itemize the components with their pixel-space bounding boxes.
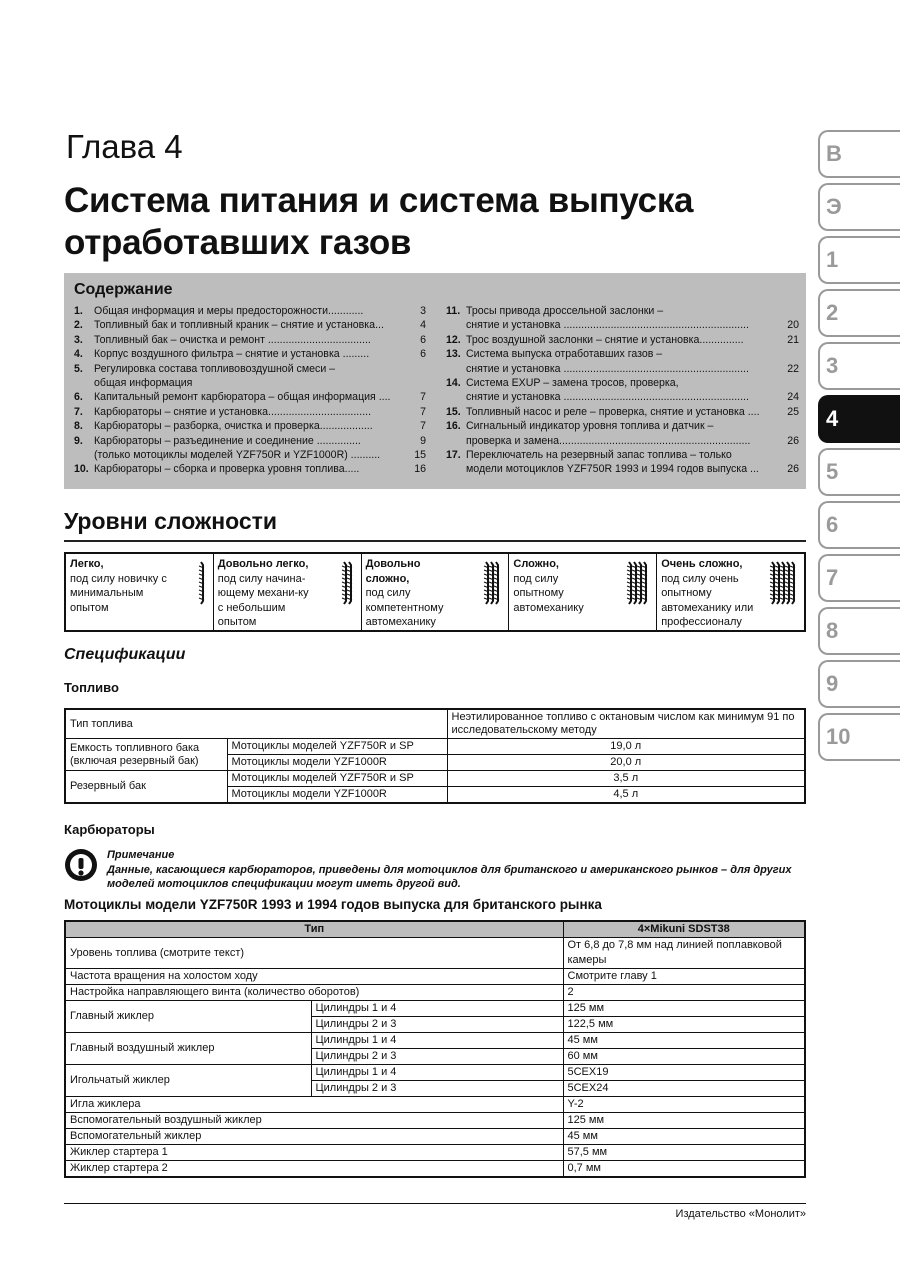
toc-item-body — [466, 318, 799, 332]
toc-item-page: 15 — [414, 449, 426, 462]
toc-item-text: проверка и замена................................................................. — [466, 434, 751, 447]
param-cell: Уровень топлива (смотрите текст) — [65, 938, 563, 969]
value-cell: 2 — [563, 985, 805, 1001]
toc-item-number — [446, 362, 466, 376]
param-cell: Настройка направляющего винта (количество оборотов) — [65, 985, 563, 1001]
value-cell: От 6,8 до 7,8 мм над линией поплавковой камеры — [563, 938, 805, 969]
toc-item-page — [797, 448, 799, 462]
toc-item-text: Система выпуска отработавших газов – — [466, 348, 663, 361]
toc-item-number — [446, 434, 466, 448]
spanner-icon — [769, 560, 800, 606]
toc-item — [74, 318, 426, 332]
note-label: Примечание — [107, 849, 175, 861]
chapter-tab[interactable]: Э — [818, 183, 900, 231]
toc-item-body — [466, 347, 799, 361]
toc-item — [446, 405, 799, 419]
table-row — [65, 1097, 805, 1113]
difficulty-level — [657, 554, 804, 630]
value-cell: 57,5 мм — [563, 1145, 805, 1161]
param-cell: Тип топлива — [65, 709, 447, 739]
chapter-tab[interactable]: 5 — [818, 448, 900, 496]
toc-item — [446, 434, 799, 448]
chapter-tab[interactable]: 4 — [818, 395, 900, 443]
toc-item-text: Переключатель на резервный запас топлива – только — [466, 449, 732, 462]
toc-item — [446, 419, 799, 433]
toc-item-number: 11. — [446, 305, 461, 317]
toc-item-text: Сигнальный индикатор уровня топлива и датчик – — [466, 420, 714, 433]
toc-item — [446, 347, 799, 361]
toc-item-body — [94, 390, 426, 404]
toc-item-page: 7 — [420, 405, 426, 418]
table-row — [65, 969, 805, 985]
toc-item — [74, 376, 426, 390]
toc-item — [74, 333, 426, 347]
toc-item-body — [94, 376, 426, 390]
toc-item-number — [74, 376, 94, 390]
toc-item-page: 7 — [420, 391, 426, 404]
toc-item — [446, 390, 799, 404]
toc-item-page: 16 — [414, 463, 426, 476]
value-cell: 45 мм — [563, 1033, 805, 1049]
param-cell: Главный жиклер — [65, 1001, 311, 1033]
value-cell: Y-2 — [563, 1097, 805, 1113]
toc-item-number — [446, 462, 466, 476]
difficulty-level — [66, 554, 214, 630]
table-header-model: 4×Mikuni SDST38 — [563, 921, 805, 938]
toc-item-body — [466, 448, 799, 462]
chapter-tab[interactable]: 9 — [818, 660, 900, 708]
toc-item — [74, 390, 426, 404]
toc-item-text: Тросы привода дроссельной заслонки – — [466, 305, 664, 317]
param-cell: Емкость топливного бака (включая резервный бак) — [65, 739, 227, 771]
param-cell: Вспомогательный жиклер — [65, 1129, 563, 1145]
value-cell: 5CEX24 — [563, 1081, 805, 1097]
toc-item — [446, 362, 799, 376]
toc-item-body — [94, 347, 426, 361]
toc-item — [74, 419, 426, 433]
toc-item-body — [94, 333, 426, 347]
table-header-type: Тип — [65, 921, 563, 938]
toc-item-page: 3 — [420, 305, 426, 317]
toc-item-number: 14. — [446, 377, 461, 390]
toc-item-number: 6. — [74, 391, 83, 404]
sub-param-cell: Цилиндры 1 и 4 — [311, 1001, 563, 1017]
toc-item-body — [466, 462, 799, 476]
toc-item-body — [94, 434, 426, 448]
toc-item-number: 5. — [74, 362, 83, 375]
chapter-tab[interactable]: В — [818, 130, 900, 178]
toc-item-body — [94, 318, 426, 332]
difficulty-label: Очень сложно, — [661, 558, 743, 570]
toc-item — [446, 376, 799, 390]
toc-heading: Содержание — [74, 281, 173, 298]
sub-param-cell: Мотоциклы модели YZF1000R — [227, 755, 447, 771]
toc-item-text: Топливный бак – очистка и ремонт ................................... — [94, 333, 371, 346]
toc-item-text: Регулировка состава топливовоздушной смеси – — [94, 362, 336, 375]
toc-item-text: Карбюраторы – разъединение и соединение ............... — [94, 434, 361, 447]
spanner-icon — [483, 560, 504, 606]
toc-item — [74, 448, 426, 462]
param-cell: Частота вращения на холостом ходу — [65, 969, 563, 985]
difficulty-levels-title: Уровни сложности — [64, 508, 278, 534]
difficulty-description: под силу опытному автомеханику — [513, 572, 584, 614]
toc-item-page — [424, 362, 426, 376]
toc-item — [74, 462, 426, 476]
toc-item-body — [466, 434, 799, 448]
toc-item — [446, 318, 799, 332]
sub-param-cell: Мотоциклы моделей YZF750R и SP — [227, 771, 447, 787]
toc-item-text: Топливный бак и топливный краник – снятие и установка... — [94, 319, 384, 332]
table-of-contents — [64, 273, 806, 489]
value-cell: 4,5 л — [447, 787, 805, 804]
difficulty-label: Легко, — [70, 558, 104, 570]
toc-item-number: 13. — [446, 348, 461, 361]
toc-item-text: снятие и установка ............................................................... — [466, 362, 749, 375]
toc-item-page: 6 — [420, 333, 426, 346]
difficulty-label: Довольно сложно, — [365, 558, 421, 585]
toc-item-body — [94, 462, 426, 476]
toc-item-number: 17. — [446, 449, 461, 462]
toc-item-text: модели мотоциклов YZF750R 1993 и 1994 годов выпуска ... — [466, 463, 759, 476]
sub-param-cell: Цилиндры 1 и 4 — [311, 1065, 563, 1081]
toc-item — [446, 304, 799, 318]
difficulty-label: Довольно легко, — [217, 558, 309, 570]
sub-param-cell: Цилиндры 2 и 3 — [311, 1049, 563, 1065]
toc-item-number: 3. — [74, 333, 83, 346]
value-cell: 5CEX19 — [563, 1065, 805, 1081]
toc-item-text: Карбюраторы – сборка и проверка уровня топлива..... — [94, 463, 360, 476]
value-cell: 3,5 л — [447, 771, 805, 787]
toc-item-number — [74, 448, 94, 462]
toc-item-body — [466, 405, 799, 419]
difficulty-level — [509, 554, 657, 630]
difficulty-level — [214, 554, 362, 630]
toc-item-text: Система EXUP – замена тросов, проверка, — [466, 377, 679, 390]
table-row — [65, 1065, 805, 1081]
value-cell: Неэтилированное топливо с октановым числом как минимум 91 по исследовательскому методу — [447, 709, 805, 739]
toc-item-page: 22 — [787, 362, 799, 375]
toc-item-text: Карбюраторы – снятие и установка................................... — [94, 405, 372, 418]
toc-item-body — [466, 304, 799, 318]
fuel-spec-table — [64, 708, 806, 804]
publisher-footer: Издательство «Монолит» — [675, 1208, 806, 1220]
note-block — [107, 848, 807, 892]
difficulty-description: под силу новичку с минимальным опытом — [70, 572, 167, 614]
toc-item-page: 4 — [420, 319, 426, 332]
difficulty-levels-box — [64, 552, 806, 632]
toc-item — [74, 304, 426, 318]
difficulty-level — [362, 554, 510, 630]
sub-param-cell: Мотоциклы моделей YZF750R и SP — [227, 739, 447, 755]
specifications-title: Спецификации — [64, 646, 186, 663]
table-row — [65, 709, 805, 739]
table-row — [65, 1129, 805, 1145]
toc-item — [446, 333, 799, 347]
toc-item-text: Корпус воздушного фильтра – снятие и установка ......... — [94, 348, 370, 361]
chapter-tab[interactable]: 10 — [818, 713, 900, 761]
value-cell: 125 мм — [563, 1113, 805, 1129]
toc-item-text: Трос воздушной заслонки – снятие и установка............... — [466, 333, 744, 346]
value-cell: 0,7 мм — [563, 1161, 805, 1178]
param-cell: Игла жиклера — [65, 1097, 563, 1113]
spanner-icon — [626, 560, 652, 606]
spanner-icon — [341, 560, 357, 606]
toc-item-text: Капитальный ремонт карбюратора – общая информация .... — [94, 391, 391, 404]
toc-item-body — [466, 376, 799, 390]
value-cell: Смотрите главу 1 — [563, 969, 805, 985]
toc-item-body — [94, 419, 426, 433]
toc-item — [74, 434, 426, 448]
param-cell: Жиклер стартера 1 — [65, 1145, 563, 1161]
toc-left-column — [74, 304, 426, 477]
table-row — [65, 1145, 805, 1161]
toc-item-number: 16. — [446, 420, 461, 433]
note-text: Данные, касающиеся карбюраторов, приведены для мотоциклов для британского и американского рынков – для других моделей мотоциклов спецификации могут иметь другой вид. — [107, 863, 792, 890]
toc-item-number: 8. — [74, 420, 83, 433]
toc-item-page: 26 — [787, 463, 799, 476]
chapter-title: Система питания и система выпуска отработавших газов — [64, 181, 694, 262]
toc-item — [446, 462, 799, 476]
toc-item-number: 2. — [74, 319, 83, 332]
toc-item-number: 1. — [74, 305, 83, 317]
toc-item-number — [446, 318, 466, 332]
toc-item-page: 21 — [787, 333, 799, 346]
value-cell: 60 мм — [563, 1049, 805, 1065]
note-icon — [64, 848, 98, 882]
toc-item-page — [797, 376, 799, 390]
toc-item — [74, 347, 426, 361]
toc-item-body — [94, 405, 426, 419]
table-row — [65, 1033, 805, 1049]
toc-item-number: 7. — [74, 405, 83, 418]
toc-item-text: снятие и установка ............................................................... — [466, 391, 749, 404]
param-cell: Игольчатый жиклер — [65, 1065, 311, 1097]
param-cell: Вспомогательный воздушный жиклер — [65, 1113, 563, 1129]
sub-param-cell: Цилиндры 2 и 3 — [311, 1081, 563, 1097]
table-row — [65, 739, 805, 755]
toc-item-number: 4. — [74, 348, 83, 361]
toc-item-page — [797, 347, 799, 361]
difficulty-description: под силу начина-ющему механи-ку с небольшим опытом — [217, 572, 309, 628]
toc-item-page: 9 — [420, 434, 426, 447]
toc-item-text: общая информация — [94, 377, 193, 390]
chapter-tab[interactable]: 6 — [818, 501, 900, 549]
chapter-label: Глава 4 — [66, 128, 183, 165]
toc-item-page: 7 — [420, 420, 426, 433]
toc-item-page: 20 — [787, 319, 799, 332]
value-cell: 125 мм — [563, 1001, 805, 1017]
spanner-icon — [198, 560, 209, 606]
toc-item-page — [797, 419, 799, 433]
toc-item-page: 6 — [420, 348, 426, 361]
toc-item-text: Общая информация и меры предосторожности............ — [94, 305, 364, 317]
fuel-section-title: Топливо — [64, 680, 119, 695]
toc-item-text: снятие и установка ............................................................... — [466, 319, 749, 332]
sub-param-cell: Цилиндры 2 и 3 — [311, 1017, 563, 1033]
toc-item-body — [466, 333, 799, 347]
chapter-tab[interactable]: 7 — [818, 554, 900, 602]
toc-item-text: Топливный насос и реле – проверка, снятие и установка .... — [466, 405, 760, 418]
value-cell: 19,0 л — [447, 739, 805, 755]
sub-param-cell: Цилиндры 1 и 4 — [311, 1033, 563, 1049]
param-cell: Главный воздушный жиклер — [65, 1033, 311, 1065]
toc-item-page — [424, 376, 426, 390]
chapter-tab[interactable]: 3 — [818, 342, 900, 390]
table-row — [65, 1113, 805, 1129]
divider — [64, 540, 806, 542]
toc-item-body — [94, 362, 426, 376]
toc-item-number: 15. — [446, 405, 461, 418]
sub-param-cell: Мотоциклы модели YZF1000R — [227, 787, 447, 804]
toc-item-number: 10. — [74, 463, 89, 476]
toc-item-number — [446, 390, 466, 404]
difficulty-label: Сложно, — [513, 558, 559, 570]
toc-item — [446, 448, 799, 462]
carburetors-section-title: Карбюраторы — [64, 822, 155, 837]
difficulty-description: под силу компетентному автомеханику — [365, 587, 444, 628]
toc-item-body — [94, 448, 426, 462]
toc-item — [74, 362, 426, 376]
toc-item-body — [94, 304, 426, 318]
table-row — [65, 985, 805, 1001]
toc-item-page: 24 — [787, 391, 799, 404]
table-row — [65, 1161, 805, 1178]
chapter-tab[interactable]: 2 — [818, 289, 900, 337]
toc-item-number: 9. — [74, 434, 83, 447]
difficulty-description: под силу очень опытному автомеханику или профессионалу — [661, 572, 754, 628]
toc-item-number: 12. — [446, 333, 461, 346]
toc-item-page: 25 — [787, 405, 799, 418]
value-cell: 122,5 мм — [563, 1017, 805, 1033]
model-table-title: Мотоциклы модели YZF750R 1993 и 1994 годов выпуска для британского рынка — [64, 897, 602, 912]
value-cell: 45 мм — [563, 1129, 805, 1145]
toc-item-page — [797, 304, 799, 318]
chapter-tab[interactable]: 8 — [818, 607, 900, 655]
carburetor-spec-table — [64, 920, 806, 1178]
toc-item-page: 26 — [787, 434, 799, 447]
footer-divider — [64, 1203, 806, 1204]
param-cell: Жиклер стартера 2 — [65, 1161, 563, 1178]
value-cell: 20,0 л — [447, 755, 805, 771]
toc-item-text: (только мотоциклы моделей YZF750R и YZF1000R) .......... — [94, 449, 381, 462]
table-row — [65, 771, 805, 787]
chapter-tab[interactable]: 1 — [818, 236, 900, 284]
toc-item — [74, 405, 426, 419]
toc-item-body — [466, 390, 799, 404]
toc-item-text: Карбюраторы – разборка, очистка и проверка.................. — [94, 420, 373, 433]
toc-right-column — [446, 304, 799, 477]
table-row — [65, 938, 805, 969]
toc-item-body — [466, 419, 799, 433]
table-row — [65, 1001, 805, 1017]
param-cell: Резервный бак — [65, 771, 227, 804]
toc-item-body — [466, 362, 799, 376]
